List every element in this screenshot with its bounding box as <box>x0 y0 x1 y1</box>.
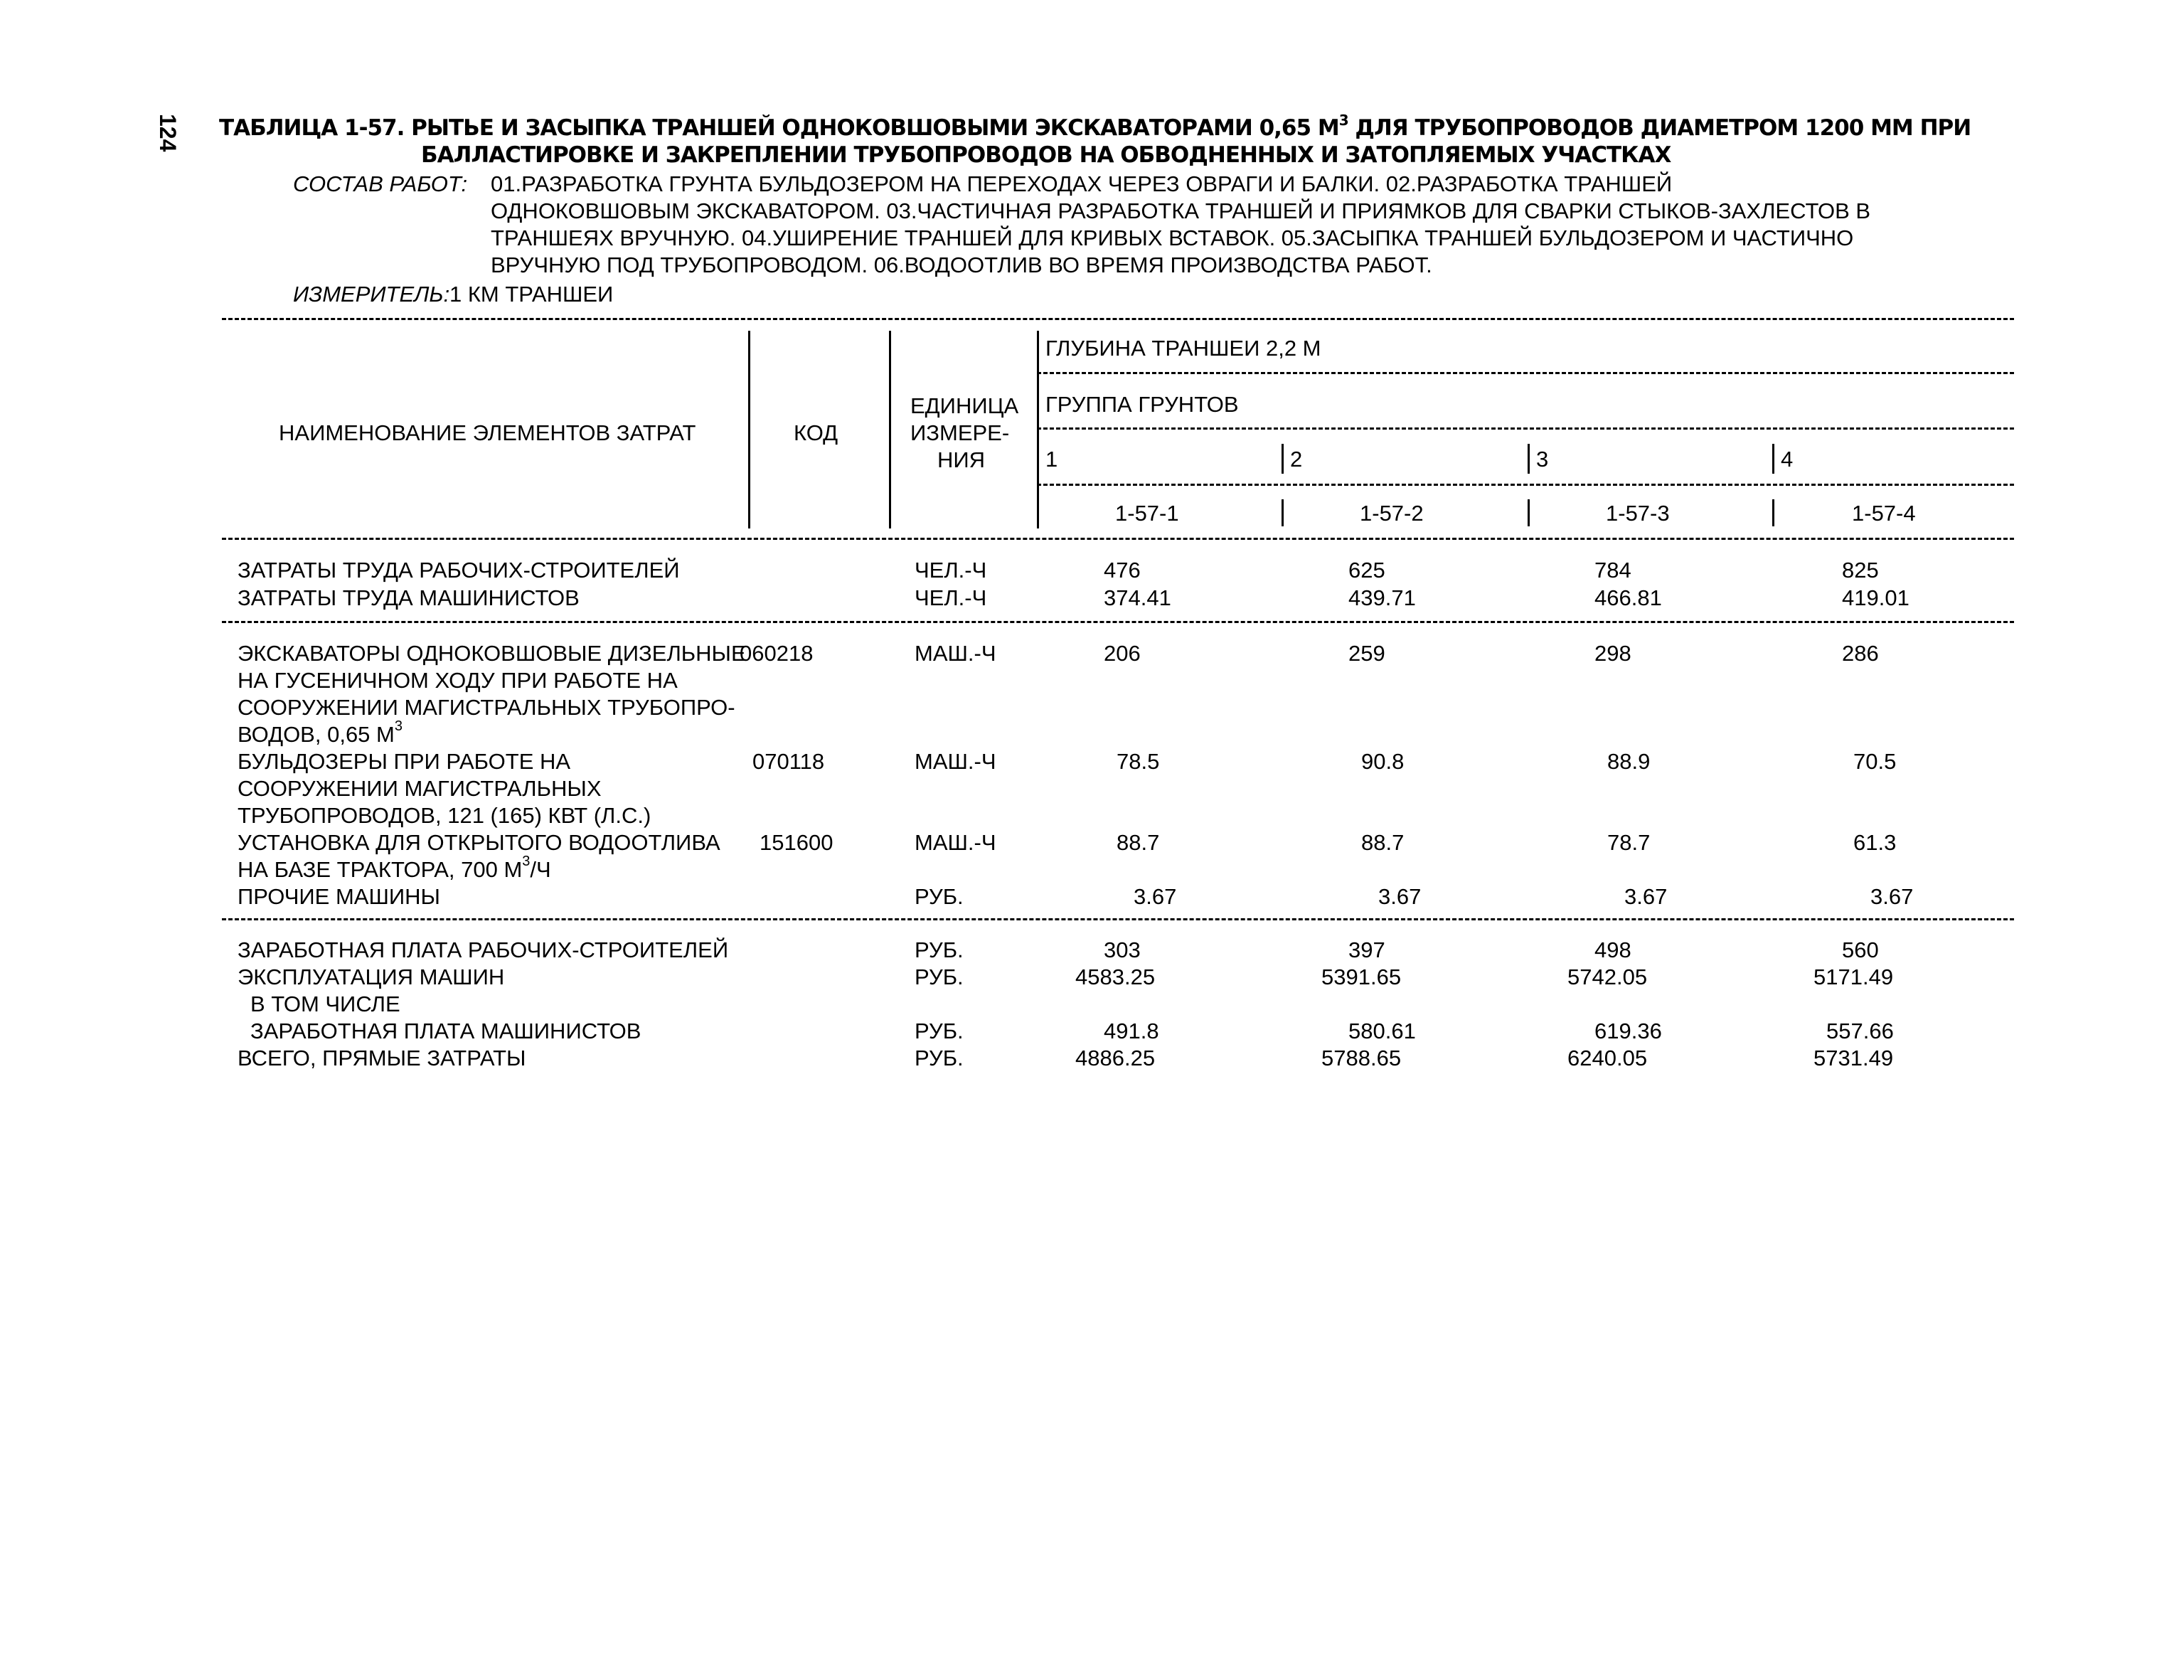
header-code-2: 1-57-2 <box>1360 501 1424 526</box>
row-bulldozers-v3: 88.9 <box>1607 749 1651 774</box>
row-machine-operation-name: ЭКСПЛУАТАЦИЯ МАШИН <box>238 964 505 989</box>
col-separator-name <box>748 331 750 528</box>
row-pump-v3: 78.7 <box>1607 830 1651 855</box>
work-line-1: 01.РАЗРАБОТКА ГРУНТА БУЛЬДОЗЕРОМ НА ПЕРЕХОДАХ ЧЕРЕЗ ОВРАГИ И БАЛКИ. 02.РАЗРАБОТКА ТРАНШЕЙ <box>491 171 1673 196</box>
row-pump-unit: МАШ.-Ч <box>915 830 996 855</box>
header-bottom-rule <box>222 538 2014 540</box>
row-operator-wages-unit: РУБ. <box>915 1019 964 1043</box>
row-wages-v3: 498 <box>1594 937 1631 962</box>
code-separator-3 <box>1528 499 1530 526</box>
row-wages-v1: 303 <box>1104 937 1141 962</box>
title-part-a: ТАБЛИЦА 1-57. РЫТЬЕ И ЗАСЫПКА ТРАНШЕЙ ОДНОКОВШОВЫМИ ЭКСКАВАТОРАМИ 0,65 М <box>219 115 1339 141</box>
row-bulldozers-line3: ТРУБОПРОВОДОВ, 121 (165) КВТ (Л.С.) <box>238 803 651 828</box>
row-labor-operators-name: ЗАТРАТЫ ТРУДА МАШИНИСТОВ <box>238 585 580 610</box>
table-title-line2: БАЛЛАСТИРОВКЕ И ЗАКРЕПЛЕНИИ ТРУБОПРОВОДОВ НА ОБВОДНЕННЫХ И ЗАТОПЛЯЕМЫХ УЧАСТКАХ <box>421 142 1671 168</box>
row-labor-workers-v3: 784 <box>1594 558 1631 583</box>
row-machine-operation-v2: 5391.65 <box>1321 964 1402 989</box>
row-other-machines-v1: 3.67 <box>1134 884 1177 909</box>
work-line-3: ТРАНШЕЯХ ВРУЧНУЮ. 04.УШИРЕНИЕ ТРАНШЕЙ ДЛЯ КРИВЫХ ВСТАВОК. 05.ЗАСЫПКА ТРАНШЕЙ БУЛЬДОЗЕРОМ И ЧАСТИЧНО <box>491 225 1854 250</box>
row-bulldozers-unit: МАШ.-Ч <box>915 749 996 774</box>
row-machine-operation-v4: 5171.49 <box>1813 964 1894 989</box>
row-total-unit: РУБ. <box>915 1046 964 1070</box>
row-pump-line1: УСТАНОВКА ДЛЯ ОТКРЫТОГО ВОДООТЛИВА <box>238 830 720 855</box>
group-separator-2 <box>1282 444 1284 474</box>
row-operator-wages-v3: 619.36 <box>1594 1019 1662 1043</box>
table-top-rule <box>222 318 2014 320</box>
row-wages-v2: 397 <box>1348 937 1385 962</box>
header-rule-2 <box>1037 427 2014 430</box>
row-excavators-line4-text: ВОДОВ, 0,65 М <box>238 722 395 747</box>
row-excavators-v3: 298 <box>1594 641 1631 666</box>
header-group-4: 4 <box>1781 447 1794 472</box>
row-labor-operators-v4: 419.01 <box>1842 585 1909 610</box>
row-pump-code: 151600 <box>760 830 833 855</box>
row-bulldozers-v1: 78.5 <box>1117 749 1160 774</box>
row-pump-v4: 61.3 <box>1853 830 1897 855</box>
row-operator-wages-v2: 580.61 <box>1348 1019 1416 1043</box>
header-group-3: 3 <box>1536 447 1549 472</box>
title-superscript: 3 <box>1338 112 1348 129</box>
measure-label: ИЗМЕРИТЕЛЬ: <box>293 282 450 307</box>
section-rule-2 <box>222 918 2014 920</box>
row-other-machines-v4: 3.67 <box>1870 884 1914 909</box>
row-bulldozers-code: 070118 <box>752 749 825 774</box>
header-name: НАИМЕНОВАНИЕ ЭЛЕМЕНТОВ ЗАТРАТ <box>279 420 696 445</box>
row-total-v1: 4886.25 <box>1075 1046 1156 1070</box>
row-bulldozers-line1: БУЛЬДОЗЕРЫ ПРИ РАБОТЕ НА <box>238 749 571 774</box>
row-pump-line2-text: НА БАЗЕ ТРАКТОРА, 700 М <box>238 857 523 882</box>
header-unit-line3: НИЯ <box>937 447 986 472</box>
row-pump-v2: 88.7 <box>1361 830 1405 855</box>
row-labor-workers-v4: 825 <box>1842 558 1879 583</box>
row-machine-operation-unit: РУБ. <box>915 964 964 989</box>
row-pump-superscript: 3 <box>522 854 531 869</box>
row-excavators-v4: 286 <box>1842 641 1879 666</box>
row-labor-workers-v2: 625 <box>1348 558 1385 583</box>
title-part-b: ДЛЯ ТРУБОПРОВОДОВ ДИАМЕТРОМ 1200 ММ ПРИ <box>1348 115 1971 141</box>
row-other-machines-name: ПРОЧИЕ МАШИНЫ <box>238 884 440 909</box>
row-excavators-unit: МАШ.-Ч <box>915 641 996 666</box>
header-rule-1 <box>1037 372 2014 374</box>
measure-value: 1 КМ ТРАНШЕИ <box>449 282 614 307</box>
row-operator-wages-v4: 557.66 <box>1826 1019 1894 1043</box>
col-separator-unit <box>1037 331 1039 528</box>
header-unit-line2: ИЗМЕРЕ- <box>910 420 1010 445</box>
row-bulldozers-v2: 90.8 <box>1361 749 1405 774</box>
row-machine-operation-v1: 4583.25 <box>1075 964 1156 989</box>
row-total-name: ВСЕГО, ПРЯМЫЕ ЗАТРАТЫ <box>238 1046 526 1070</box>
header-unit-line1: ЕДИНИЦА <box>910 393 1019 418</box>
row-pump-v1: 88.7 <box>1117 830 1160 855</box>
row-labor-workers-v1: 476 <box>1104 558 1141 583</box>
row-total-v2: 5788.65 <box>1321 1046 1402 1070</box>
header-rule-3 <box>1037 484 2014 486</box>
row-excavators-line3: СООРУЖЕНИИ МАГИСТРАЛЬНЫХ ТРУБОПРО- <box>238 695 735 720</box>
header-soil-group: ГРУППА ГРУНТОВ <box>1045 392 1239 417</box>
row-bulldozers-line2: СООРУЖЕНИИ МАГИСТРАЛЬНЫХ <box>238 776 602 801</box>
row-operator-wages-name: ЗАРАБОТНАЯ ПЛАТА МАШИНИСТОВ <box>250 1019 641 1043</box>
table-title-line1 <box>219 112 1971 141</box>
row-wages-name: ЗАРАБОТНАЯ ПЛАТА РАБОЧИХ-СТРОИТЕЛЕЙ <box>238 937 729 962</box>
row-other-machines-unit: РУБ. <box>915 884 964 909</box>
row-including-label: В ТОМ ЧИСЛЕ <box>250 991 400 1016</box>
row-pump-line2 <box>238 854 551 882</box>
row-other-machines-v2: 3.67 <box>1378 884 1422 909</box>
row-labor-workers-name: ЗАТРАТЫ ТРУДА РАБОЧИХ-СТРОИТЕЛЕЙ <box>238 558 680 583</box>
row-machine-operation-v3: 5742.05 <box>1567 964 1648 989</box>
row-labor-operators-v2: 439.71 <box>1348 585 1416 610</box>
group-separator-3 <box>1528 444 1530 474</box>
header-code-3: 1-57-3 <box>1606 501 1670 526</box>
row-labor-workers-unit: ЧЕЛ.-Ч <box>915 558 987 583</box>
row-labor-operators-v1: 374.41 <box>1104 585 1171 610</box>
header-depth: ГЛУБИНА ТРАНШЕИ 2,2 М <box>1045 336 1321 361</box>
col-separator-code <box>889 331 891 528</box>
row-pump-line2-unit: /Ч <box>530 857 551 882</box>
section-rule-1 <box>222 621 2014 623</box>
row-excavators-line1: ЭКСКАВАТОРЫ ОДНОКОВШОВЫЕ ДИЗЕЛЬНЫЕ <box>238 641 746 666</box>
row-labor-operators-unit: ЧЕЛ.-Ч <box>915 585 987 610</box>
row-excavators-line2: НА ГУСЕНИЧНОМ ХОДУ ПРИ РАБОТЕ НА <box>238 668 678 693</box>
row-total-v4: 5731.49 <box>1813 1046 1894 1070</box>
code-separator-4 <box>1772 499 1774 526</box>
work-composition-label: СОСТАВ РАБОТ: <box>293 171 468 196</box>
header-group-1: 1 <box>1045 447 1058 472</box>
row-excavators-superscript: 3 <box>394 718 403 734</box>
work-line-2: ОДНОКОВШОВЫМ ЭКСКАВАТОРОМ. 03.ЧАСТИЧНАЯ РАЗРАБОТКА ТРАНШЕЙ И ПРИЯМКОВ ДЛЯ СВАРКИ СТЫКОВ-ЗАХЛЕСТОВ В <box>491 198 1871 223</box>
row-total-v3: 6240.05 <box>1567 1046 1648 1070</box>
row-wages-unit: РУБ. <box>915 937 964 962</box>
row-excavators-code: 060218 <box>740 641 814 666</box>
row-excavators-line4 <box>238 718 403 747</box>
header-group-2: 2 <box>1290 447 1303 472</box>
group-separator-4 <box>1772 444 1774 474</box>
work-line-4: ВРУЧНУЮ ПОД ТРУБОПРОВОДОМ. 06.ВОДООТЛИВ ВО ВРЕМЯ ПРОИЗВОДСТВА РАБОТ. <box>491 252 1432 277</box>
row-excavators-v1: 206 <box>1104 641 1141 666</box>
code-separator-2 <box>1282 499 1284 526</box>
header-code-1: 1-57-1 <box>1115 501 1179 526</box>
page-number: 124 <box>155 114 181 152</box>
row-operator-wages-v1: 491.8 <box>1104 1019 1159 1043</box>
header-code: КОД <box>794 420 838 445</box>
header-code-4: 1-57-4 <box>1852 501 1916 526</box>
row-bulldozers-v4: 70.5 <box>1853 749 1897 774</box>
row-labor-operators-v3: 466.81 <box>1594 585 1662 610</box>
row-wages-v4: 560 <box>1842 937 1879 962</box>
row-other-machines-v3: 3.67 <box>1624 884 1668 909</box>
row-excavators-v2: 259 <box>1348 641 1385 666</box>
